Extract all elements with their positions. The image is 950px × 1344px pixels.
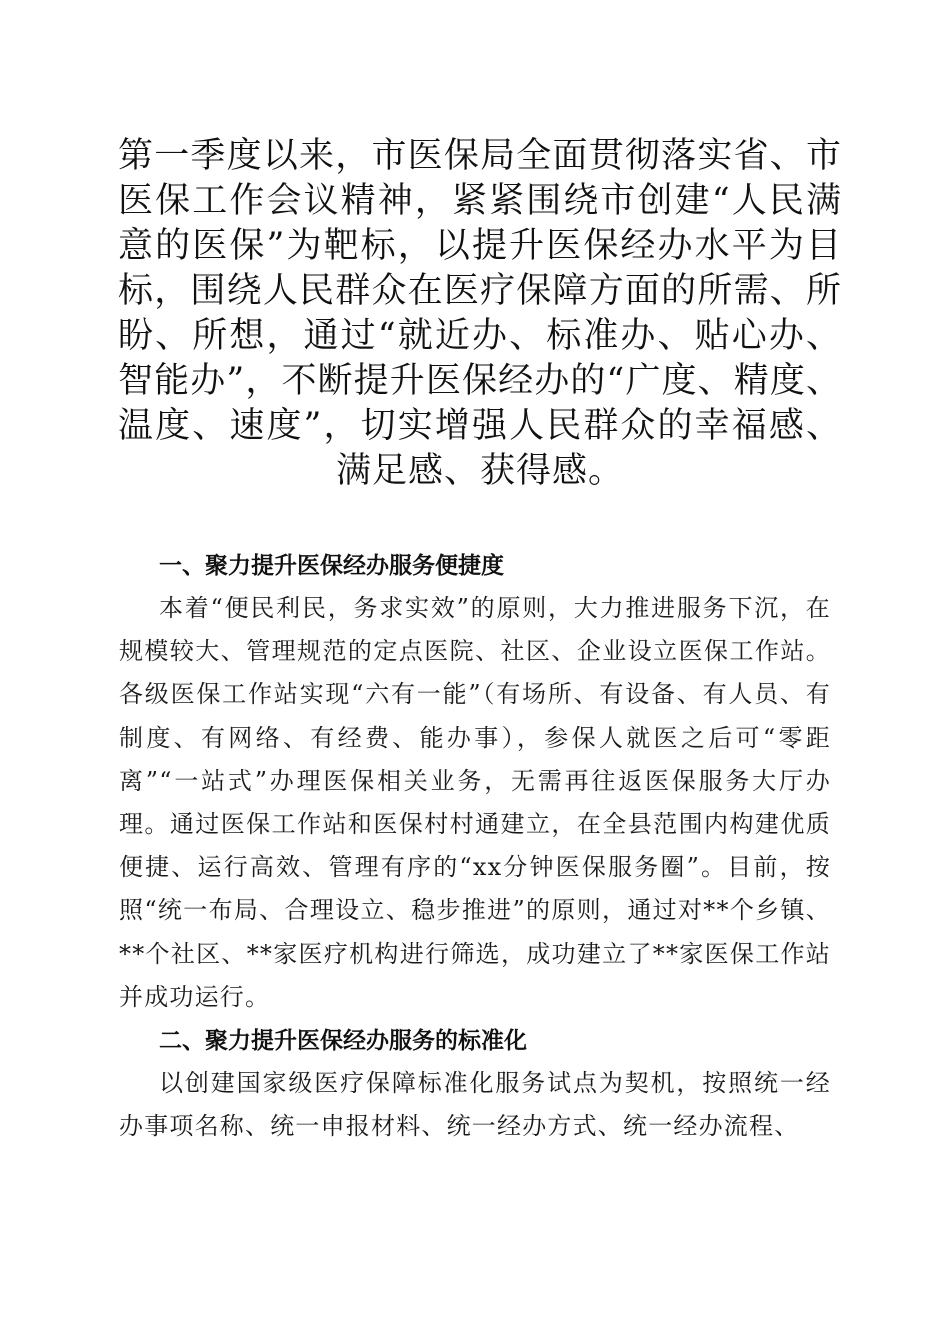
section-paragraph-1: 本着“便民利民，务求实效”的原则，大力推进服务下沉，在规模较大、管理规范的定点医院、社区、企业设立医保工作站。各级医保工作站实现“六有一能”（有场所、有设备、有人员、有制度、有网络、有经费、能办事），参保人就医之后可“零距离”“一站式”办理医保相关业务，无需再往返医保服务大厅办理。通过医保工作站和医保村村通建立，在全县范围内构建优质便捷、运行高效、管理有序的“xx分钟医保服务圈”。目前，按照“统一布局、合理设立、稳步推进”的原则，通过对**个乡镇、**个社区、**家医疗机构进行筛选，成功建立了**家医保工作站并成功运行。 (119, 594, 831, 1011)
section-paragraph-2: 以创建国家级医疗保障标准化服务试点为契机，按照统一经办事项名称、统一申报材料、统一经办方式、统一经办流程、 (119, 1069, 831, 1141)
section-heading-1: 一、聚力提升医保经办服务便捷度 (159, 553, 504, 579)
document-title: 第一季度以来，市医保局全面贯彻落实省、市医保工作会议精神，紧紧围绕市创建“人民满意的医保”为靶标，以提升医保经办水平为目标，围绕人民群众在医疗保障方面的所需、所盼、所想，通过“就近办、标准办、贴心办、智能办”，不断提升医保经办的“广度、精度、温度、速度”，切实增强人民群众的幸福感、满足感、获得感。 (118, 136, 842, 491)
document-body (119, 546, 831, 1148)
section-heading-2: 二、聚力提升医保经办服务的标准化 (159, 1028, 527, 1055)
